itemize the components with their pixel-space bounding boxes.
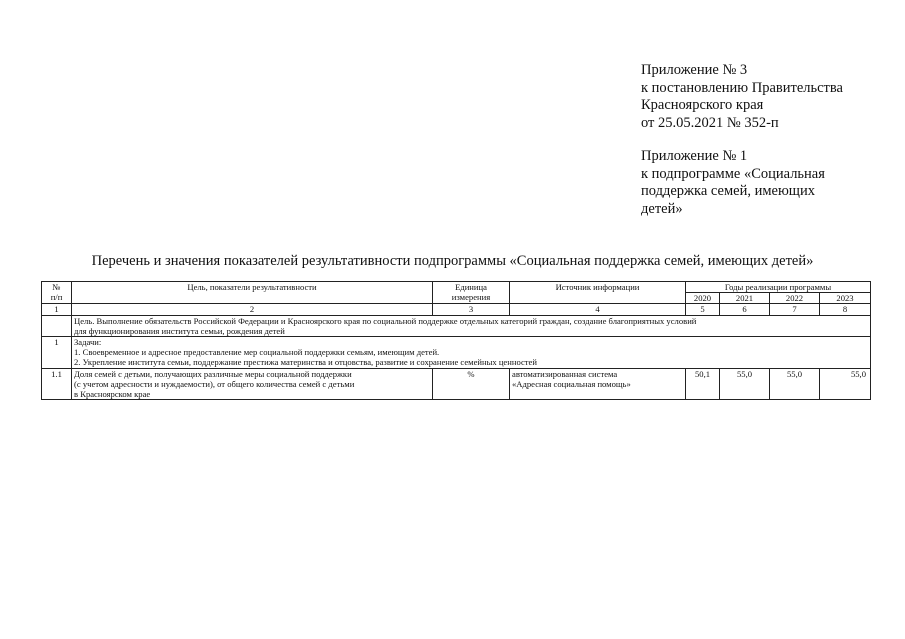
- indicator-value-2022: 55,0: [770, 368, 820, 400]
- header-year: 2022: [770, 293, 820, 304]
- tasks-line: 2. Укрепление института семьи, поддержание престижа материнства и отцовства, развитие и сохранение семейных ценностей: [74, 357, 537, 368]
- indicator-source-line: автоматизированная система: [512, 368, 618, 379]
- indicators-table: [41, 281, 871, 400]
- appendix-1-line: к подпрограмме «Социальная: [641, 165, 825, 182]
- column-number: 6: [720, 304, 770, 315]
- column-number: 3: [433, 304, 510, 315]
- header-row: [42, 282, 871, 293]
- indicator-name-line: в Красноярском крае: [74, 389, 151, 400]
- indicator-name-line: Доля семей с детьми, получающих различные меры социальной поддержки: [74, 368, 352, 379]
- column-number: 7: [770, 304, 820, 315]
- goal-line: Цель. Выполнение обязательств Российской Федерации и Красноярского края по социальной поддержке отдельных категорий граждан, создание благоприятных условий: [74, 315, 697, 326]
- header-num-cell: [42, 282, 72, 304]
- indicator-name-line: (с учетом адресности и нуждаемости), от общего количества семей с детьми: [74, 378, 355, 389]
- column-number: 1: [42, 304, 72, 315]
- indicator-source-line: «Адресная социальная помощь»: [512, 378, 631, 389]
- appendix-3-line: Красноярского края: [641, 97, 764, 113]
- appendix-3-line: к постановлению Правительства: [641, 79, 843, 96]
- indicator-row: [42, 368, 871, 400]
- header-goal: Цель, показатели результативности: [72, 282, 433, 304]
- header-unit-bottom: измерения: [451, 292, 491, 303]
- header-year: 2023: [820, 293, 871, 304]
- goal-line: для функционирования института семьи, рождения детей: [74, 325, 285, 336]
- header-source: Источник информации: [510, 282, 686, 304]
- header-unit-cell: [433, 282, 510, 304]
- header-num-top: №: [52, 282, 61, 292]
- tasks-line: Задачи:: [74, 337, 102, 348]
- appendix-3-block: [641, 62, 843, 132]
- tasks-row: [42, 337, 871, 369]
- tasks-line: 1. Своевременное и адресное предоставление мер социальной поддержки семьям, имеющим детей.: [74, 347, 440, 358]
- column-number: 4: [510, 304, 686, 315]
- indicator-unit: %: [433, 368, 510, 400]
- appendix-1-block: [641, 148, 825, 218]
- header-num-bottom: п/п: [50, 292, 63, 303]
- column-number: 2: [72, 304, 433, 315]
- appendix-1-line: Приложение № 1: [641, 148, 748, 164]
- header-years-group: Годы реализации программы: [686, 282, 871, 293]
- header-unit-top: Единица: [455, 282, 487, 292]
- document-title: Перечень и значения показателей результативности подпрограммы «Социальная поддержка семей, имеющих детей»: [91, 253, 814, 269]
- tasks-cell: [72, 337, 871, 369]
- header-year: 2020: [686, 293, 720, 304]
- indicator-name-cell: [72, 368, 433, 400]
- appendix-1-line: детей»: [641, 200, 683, 217]
- appendix-3-line: от 25.05.2021 № 352-п: [641, 114, 779, 131]
- goal-cell: [72, 315, 871, 336]
- indicator-value-2023: 55,0: [820, 368, 871, 400]
- indicator-value-2021: 55,0: [720, 368, 770, 400]
- tasks-num: 1: [42, 337, 72, 369]
- goal-num-cell: [42, 315, 72, 336]
- indicator-value-2020: 50,1: [686, 368, 720, 400]
- column-number: 8: [820, 304, 871, 315]
- indicator-num: 1.1: [42, 368, 72, 400]
- appendix-1-line: поддержка семей, имеющих: [641, 183, 815, 199]
- column-number: 5: [686, 304, 720, 315]
- header-year: 2021: [720, 293, 770, 304]
- column-numbers-row: [42, 304, 871, 315]
- goal-row: [42, 315, 871, 336]
- indicator-source-cell: [510, 368, 686, 400]
- appendix-3-line: Приложение № 3: [641, 62, 748, 78]
